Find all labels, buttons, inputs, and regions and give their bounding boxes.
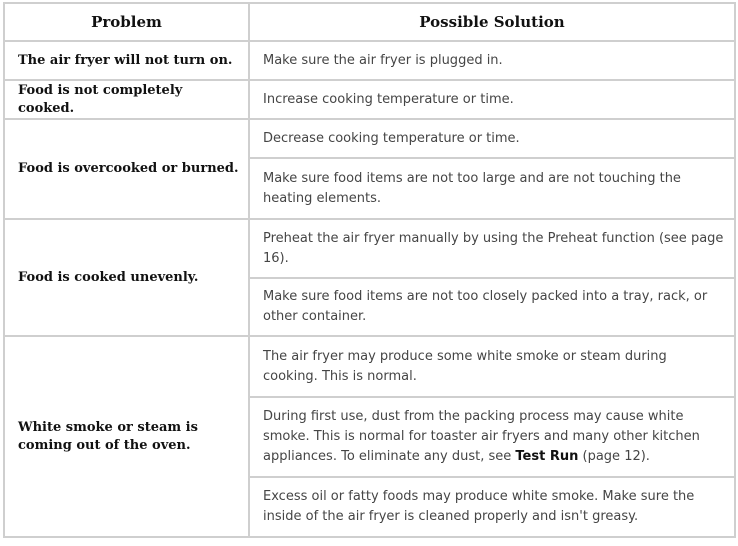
table-row bbox=[4, 41, 735, 80]
troubleshooting-table bbox=[3, 2, 736, 538]
table-row bbox=[4, 119, 735, 158]
solution-cell: Make sure food items are not too closely packed into a tray, rack, or other container. bbox=[249, 278, 735, 336]
solution-cell: Make sure the air fryer is plugged in. bbox=[249, 41, 735, 80]
solution-cell: Excess oil or fatty foods may produce white smoke. Make sure the inside of the air fryer is cleaned properly and isn't greasy. bbox=[249, 477, 735, 537]
problem-cell: Food is cooked unevenly. bbox=[4, 219, 249, 336]
test-run-reference: Test Run bbox=[515, 449, 579, 464]
header-problem: Problem bbox=[4, 3, 249, 41]
solution-cell bbox=[249, 397, 735, 477]
solution-cell: Increase cooking temperature or time. bbox=[249, 80, 735, 119]
solution-cell: The air fryer may produce some white smoke or steam during cooking. This is normal. bbox=[249, 336, 735, 397]
problem-cell: The air fryer will not turn on. bbox=[4, 41, 249, 80]
solution-cell: Make sure food items are not too large and are not touching the heating elements. bbox=[249, 158, 735, 219]
header-possible-solution: Possible Solution bbox=[249, 3, 735, 41]
table-header-row bbox=[4, 3, 735, 41]
table-row bbox=[4, 80, 735, 119]
table-row bbox=[4, 336, 735, 397]
page-reference: (page 12). bbox=[582, 449, 650, 464]
problem-cell: Food is not completely cooked. bbox=[4, 80, 249, 119]
problem-cell: Food is overcooked or burned. bbox=[4, 119, 249, 219]
problem-cell: White smoke or steam is coming out of the oven. bbox=[4, 336, 249, 537]
solution-text: During first use, dust from the packing process may cause white smoke. This is normal for toaster air fryers and many other kitchen appliances. To eliminate any dust, see bbox=[263, 409, 700, 464]
solution-cell: Decrease cooking temperature or time. bbox=[249, 119, 735, 158]
solution-cell: Preheat the air fryer manually by using the Preheat function (see page 16). bbox=[249, 219, 735, 278]
table-row bbox=[4, 219, 735, 278]
